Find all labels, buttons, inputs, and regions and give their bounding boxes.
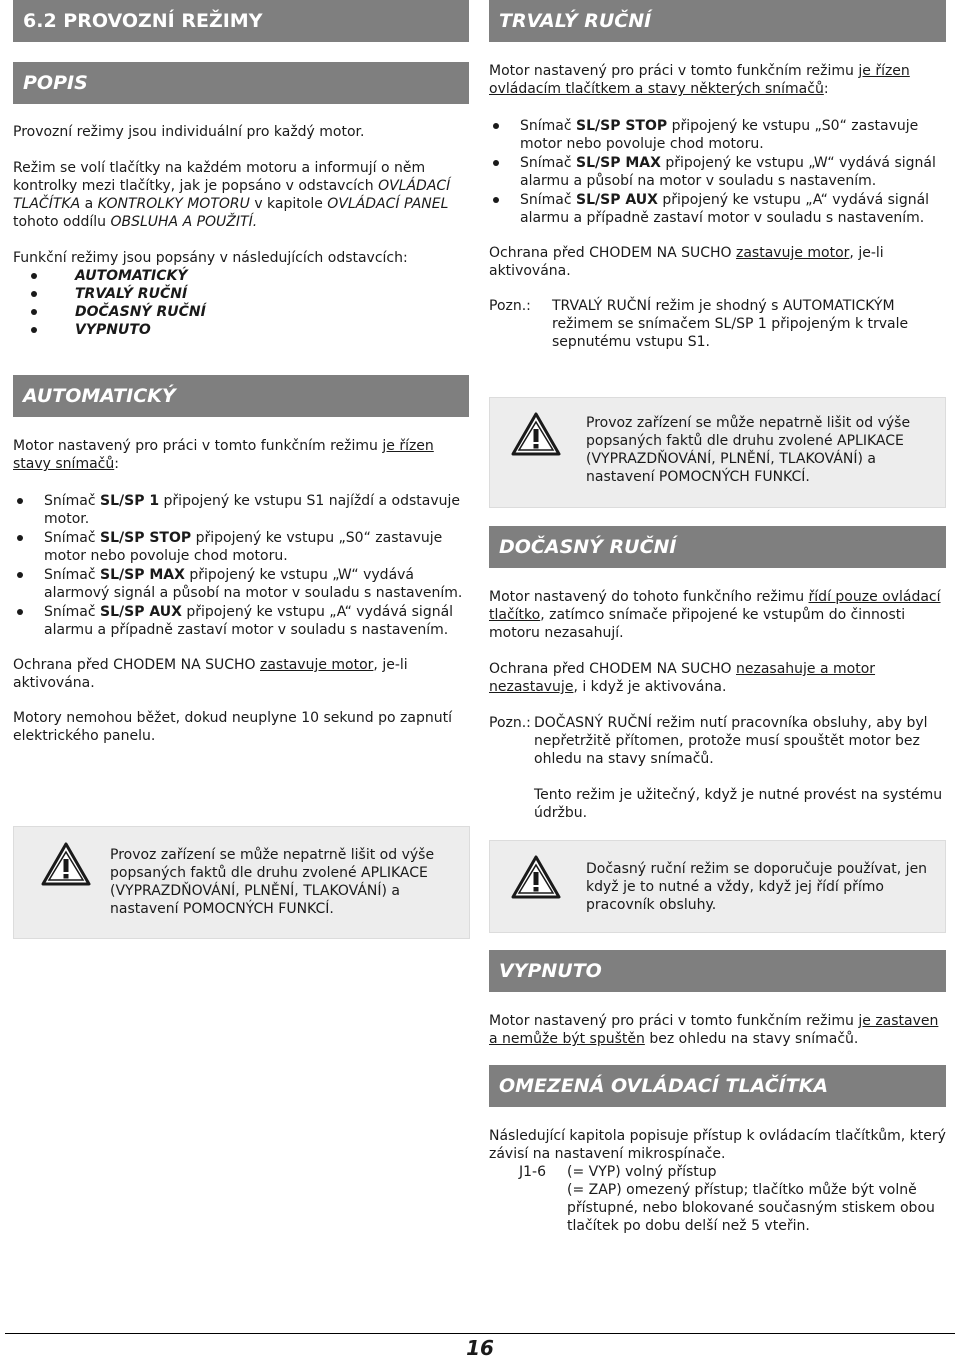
automaticky-intro: Motor nastavený pro práci v tomto funkčním režimu je řízen stavy snímačů: [13,438,434,472]
warning-box [13,826,470,939]
automaticky-text [13,437,473,745]
omezena-text [489,1127,951,1235]
trvaly-intro: Motor nastavený pro práci v tomto funkčním režimu je řízen ovládacím tlačítkem a stavy některých snímačů: [489,63,910,97]
automaticky-dry-run: Ochrana před CHODEM NA SUCHO zastavuje motor, je-li aktivována. [13,657,408,691]
heading-omezena-tlacitka: OMEZENÁ OVLÁDACÍ TLAČÍTKA [489,1065,946,1107]
popis-p3: Funkční režimy jsou popsány v následujících odstavcích: [13,250,408,266]
jumper-option-on: (= ZAP) omezený přístup; tlačítko může být volně přístupné, nebo blokované současným stiskem obou tlačítek po dobu delší než 5 vteřin. [567,1182,935,1234]
jumper-option-off: (= VYP) volný přístup [567,1164,717,1180]
docasny-text [489,588,951,822]
vypnuto-p: Motor nastavený pro práci v tomto funkčním režimu je zastaven a nemůže být spuštěn bez ohledu na stavy snímačů. [489,1013,939,1047]
trvaly-dry-run: Ochrana před CHODEM NA SUCHO zastavuje motor, je-li aktivována. [489,245,884,279]
note-text: TRVALÝ RUČNÍ režim je shodný s AUTOMATICKÝM režimem se snímačem SL/SP 1 připojeným k trvale sepnutému vstupu S1. [552,298,909,350]
docasny-intro: Motor nastavený do tohoto funkčního režimu řídí pouze ovládací tlačítko, zatímco snímače připojené ke vstupům do činnosti motoru nezasahují. [489,589,941,641]
trvaly-note [489,297,951,351]
jumper-row [489,1163,951,1235]
sensor-item: Snímač SL/SP STOP připojený ke vstupu „S0“ zastavuje motor nebo povoluje chod motoru. [13,529,473,565]
omezena-intro: Následující kapitola popisuje přístup k ovládacím tlačítkům, který závisí na nastavení mikrospínače. [489,1128,946,1162]
mode-item: DOČASNÝ RUČNÍ [13,303,473,321]
modes-list [13,267,473,339]
vypnuto-text [489,1012,951,1048]
footer-rule [5,1333,955,1334]
warning-text: Provoz zařízení se může nepatrně lišit od výše popsaných faktů dle druhu zvolené APLIKACE (VYPRAZDŇOVÁNÍ, PLNĚNÍ, TLAKOVÁNÍ) a nastavení POMOCNÝCH FUNKCÍ. [110,847,435,917]
popis-p2: Režim se volí tlačítky na každém motoru a informují o něm kontrolky mezi tlačítky, jak je popsáno v odstavcích OVLÁDACÍ TLAČÍTKA a KONTROLKY MOTORU v kapitole OVLÁDACÍ PANEL tohoto oddílu OBSLUHA A POUŽITÍ. [13,160,451,230]
sensor-item: Snímač SL/SP AUX připojený ke vstupu „A“ vydává signál alarmu a případně zastaví motor v souladu s nastavením. [13,603,473,639]
warning-box [489,397,946,508]
sensor-item: Snímač SL/SP 1 připojený ke vstupu S1 najíždí a odstavuje motor. [13,492,473,528]
heading-trvaly-rucni: TRVALÝ RUČNÍ [489,0,946,42]
mode-item: VYPNUTO [13,321,473,339]
heading-automaticky: AUTOMATICKÝ [13,375,469,417]
note-label: Pozn.: [489,298,531,314]
mode-item: AUTOMATICKÝ [13,267,473,285]
automaticky-sensor-list [13,492,473,639]
trvaly-sensor-list [489,117,951,227]
heading-vypnuto: VYPNUTO [489,950,946,992]
warning-text: Provoz zařízení se může nepatrně lišit od výše popsaných faktů dle druhu zvolené APLIKACE (VYPRAZDŇOVÁNÍ, PLNĚNÍ, TLAKOVÁNÍ) a nastavení POMOCNÝCH FUNKCÍ. [586,415,911,485]
warning-triangle-icon [40,841,92,887]
popis-text [13,123,473,339]
automaticky-delay: Motory nemohou běžet, dokud neuplyne 10 sekund po zapnutí elektrického panelu. [13,710,452,744]
sensor-item: Snímač SL/SP AUX připojený ke vstupu „A“ vydává signál alarmu a případně zastaví motor v souladu s nastavením. [489,191,951,227]
jumper-label: J1-6 [519,1164,546,1180]
warning-box [489,840,946,933]
sensor-item: Snímač SL/SP MAX připojený ke vstupu „W“ vydává alarmový signál a působí na motor v souladu s nastavením. [13,566,473,602]
section-title: 6.2 PROVOZNÍ REŽIMY [13,0,469,42]
note-label: Pozn.: [489,715,531,731]
page-number: 16 [466,1336,494,1360]
warning-triangle-icon [510,854,562,900]
docasny-note [489,714,951,768]
docasny-dry-run: Ochrana před CHODEM NA SUCHO nezasahuje a motor nezastavuje, i když je aktivována. [489,661,876,695]
mode-item: TRVALÝ RUČNÍ [13,285,473,303]
sensor-item: Snímač SL/SP STOP připojený ke vstupu „S0“ zastavuje motor nebo povoluje chod motoru. [489,117,951,153]
heading-docasny-rucni: DOČASNÝ RUČNÍ [489,526,946,568]
warning-triangle-icon [510,411,562,457]
note-text: DOČASNÝ RUČNÍ režim nutí pracovníka obsluhy, aby byl nepřetržitě přítomen, protože musí spouštět motor bez ohledu na stavy snímačů. [534,715,928,767]
heading-popis: POPIS [13,62,469,104]
popis-p1: Provozní režimy jsou individuální pro každý motor. [13,124,365,140]
sensor-item: Snímač SL/SP MAX připojený ke vstupu „W“ vydává signál alarmu a působí na motor v souladu s nastavením. [489,154,951,190]
warning-text: Dočasný ruční režim se doporučuje používat, jen když je to nutné a vždy, když jej řídí přímo pracovník obsluhy. [586,861,928,913]
docasny-note2: Tento režim je užitečný, když je nutné provést na systému údržbu. [534,787,943,821]
trvaly-text [489,62,951,351]
